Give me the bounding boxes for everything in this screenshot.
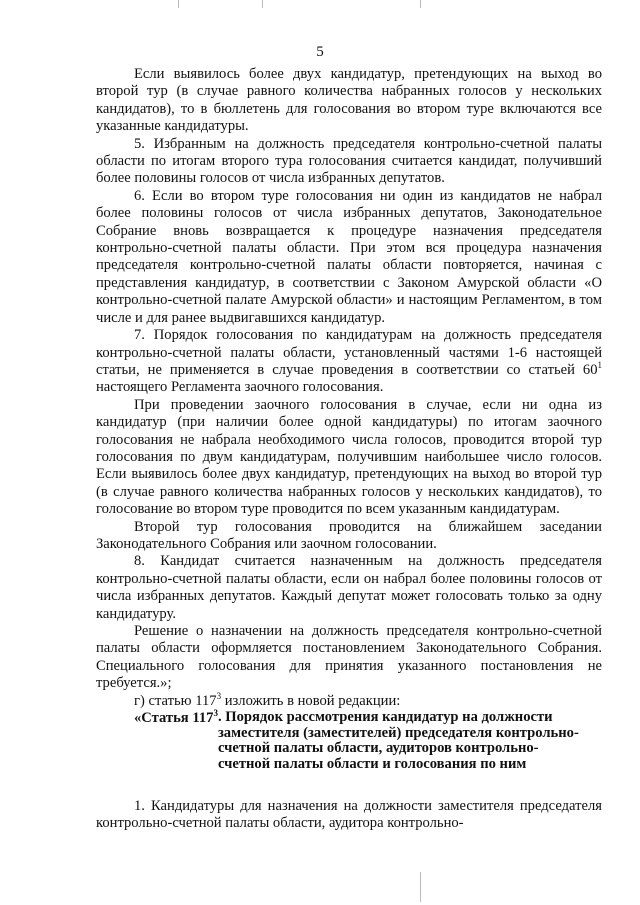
document-body <box>96 66 602 833</box>
scan-mark <box>262 0 263 8</box>
scan-mark <box>178 0 179 8</box>
paragraph <box>96 327 602 397</box>
paragraph: Решение о назначении на должность председателя контрольно-счетной палаты области оформляется постановлением Законодательного Собрания. Специального голосования для принятия указанного постановления не требуется.»; <box>96 623 602 692</box>
paragraph: 6. Если во втором туре голосования ни один из кандидатов не набрал более половины голосов от числа избранных депутатов, Законодательное Собрание вновь возвращается к процедуре назначения председателя контрольно-счетной палаты области. При этом вся процедура назначения председателя контрольно-счетной палаты области повторяется, начиная с представления кандидатур, в соответствии с Законом Амурской области «О контрольно-счетной палате Амурской области» и настоящим Регламентом, в том числе и для ранее выдвигавшихся кандидатур. <box>96 187 602 326</box>
article-title: . Порядок рассмотрения кандидатур на должности заместителя (заместителей) председателя контрольно-счетной палаты области, аудиторов контрольно-счетной палаты области и голосования по ним <box>217 709 579 772</box>
article-heading <box>96 710 602 772</box>
paragraph: 8. Кандидат считается назначенным на должность председателя контрольно-счетной палаты области, если он набрал более половины голосов от числа избранных депутатов. Каждый депутат может голосовать только за одну кандидатуру. <box>96 553 602 622</box>
superscript: 1 <box>597 360 602 371</box>
article-prefix: «Статья 117 <box>134 710 214 727</box>
paragraph: 1. Кандидатуры для назначения на должности заместителя председателя контрольно-счетной палаты области, аудитора контрольно- <box>96 798 602 832</box>
scan-mark <box>420 872 421 902</box>
paragraph: 5. Избранным на должность председателя контрольно-счетной палаты области по итогам второго тура голосования считается кандидат, получивший более половины голосов от числа избранных депутатов. <box>96 135 602 187</box>
paragraph: Если выявилось более двух кандидатур, претендующих на выход во второй тур (в случае равного количества набранных голосов у нескольких кандидатов), то в бюллетень для голосования во втором туре включаются все указанные кандидатуры. <box>96 66 602 135</box>
paragraph: Второй тур голосования проводится на ближайшем заседании Законодательного Собрания или заочном голосовании. <box>96 518 602 552</box>
spacer <box>96 772 602 798</box>
item-text: г) статью 117 <box>134 692 217 709</box>
article-number <box>134 710 218 772</box>
superscript: 3 <box>216 690 222 701</box>
paragraph-text: 7. Порядок голосования по кандидатурам на должность председателя контрольно-счетной палаты области, установленный частями 1-6 настоящей статьи, не применяется в случае проведения в соответствии со статьей 60 <box>96 327 602 378</box>
page-number: 5 <box>316 44 324 60</box>
superscript: 3 <box>213 708 218 719</box>
scan-mark <box>420 0 421 8</box>
paragraph: При проведении заочного голосования в случае, если ни одна из кандидатур (при наличии более одной кандидатуры) по итогам заочного голосования не набрала необходимого числа голосов, проводится второй тур голосования по двум кандидатурам, получившим наибольшее число голосов. Если выявилось более двух кандидатур, претендующих на выход во второй тур (в случае равного количества набранных голосов у нескольких кандидатов), то голосование во втором туре проводится по всем указанным кандидатурам. <box>96 396 602 518</box>
paragraph-text: настоящего Регламента заочного голосования. <box>96 379 384 396</box>
item-text: изложить в новой редакции: <box>221 692 401 709</box>
amendment-item <box>96 690 602 710</box>
